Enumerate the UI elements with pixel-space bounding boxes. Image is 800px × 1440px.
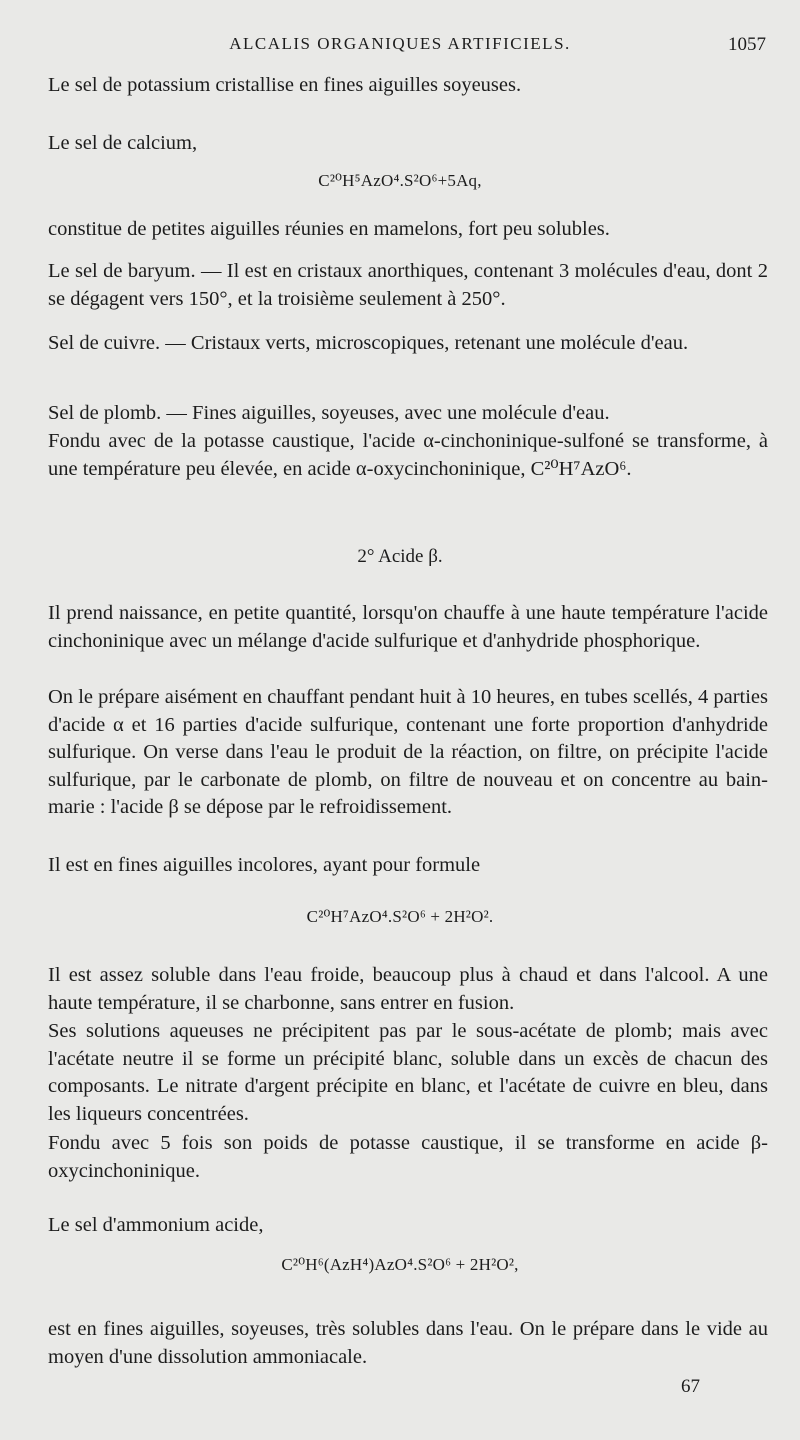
running-title: ALCALIS ORGANIQUES ARTIFICIELS. xyxy=(229,34,571,53)
formula-beta: C²⁰H⁷AzO⁴.S²O⁶ + 2H²O². xyxy=(306,907,494,926)
paragraph-soluble: Il est assez soluble dans l'eau froide, beaucoup plus à chaud et dans l'alcool. A une haute température, il se charbonne, sans entrer en fusion. xyxy=(48,964,768,1014)
paragraph-prepare: On le prépare aisément en chauffant pendant huit à 10 heures, en tubes scellés, 4 parties d'acide α et 16 parties d'acide sulfurique, contenant une forte proportion d'anhydride sulfurique. On verse dans l'eau le produit de la réaction, on filtre, on précipite l'acide sulfurique, par le carbonate de plomb, on filtre de nouveau et on concentre au bain-marie : l'acide β se dépose par le refroidissement. xyxy=(48,686,768,818)
paragraph-plomb: Sel de plomb. — Fines aiguilles, soyeuses, avec une molécule d'eau. xyxy=(48,402,610,424)
page-number: 67 xyxy=(681,1376,700,1397)
paragraph-ammonium-intro: Le sel d'ammonium acide, xyxy=(48,1214,264,1236)
paragraph-calcium-intro: Le sel de calcium, xyxy=(48,132,198,154)
paragraph-fondu-beta: Fondu avec 5 fois son poids de potasse caustique, il se transforme en acide β-oxycinchoninique. xyxy=(48,1132,768,1182)
paragraph-naissance: Il prend naissance, en petite quantité, lorsqu'on chauffe à une haute température l'acide cinchoninique avec un mélange d'acide sulfurique et d'anhydride phosphorique. xyxy=(48,602,768,652)
folio-number: 1057 xyxy=(728,34,766,55)
paragraph-cuivre: Sel de cuivre. — Cristaux verts, microscopiques, retenant une molécule d'eau. xyxy=(48,332,689,354)
paragraph-potassium: Le sel de potassium cristallise en fines aiguilles soyeuses. xyxy=(48,74,522,96)
formula-calcium: C²⁰H⁵AzO⁴.S²O⁶+5Aq, xyxy=(318,171,482,190)
paragraph-solutions: Ses solutions aqueuses ne précipitent pas par le sous-acétate de plomb; mais avec l'acétate neutre il se forme un précipité blanc, soluble dans un excès de chacun des composants. Le nitrate d'argent précipite en blanc, et l'acétate de cuivre en bleu, dans les liqueurs concentrées. xyxy=(48,1020,768,1125)
paragraph-fondu: Fondu avec de la potasse caustique, l'acide α-cinchoninique-sulfoné se transforme, à une température peu élevée, en acide α-oxycinchoninique, C²⁰H⁷AzO⁶. xyxy=(48,430,768,480)
formula-ammonium: C²⁰H⁶(AzH⁴)AzO⁴.S²O⁶ + 2H²O², xyxy=(281,1255,519,1274)
paragraph-ammonium-desc: est en fines aiguilles, soyeuses, très solubles dans l'eau. On le prépare dans le vide au moyen d'une dissolution ammoniacale. xyxy=(48,1318,768,1368)
paragraph-calcium-desc: constitue de petites aiguilles réunies en mamelons, fort peu solubles. xyxy=(48,218,610,240)
section-heading: 2° Acide β. xyxy=(357,546,443,567)
page-header xyxy=(0,34,800,64)
paragraph-fines: Il est en fines aiguilles incolores, ayant pour formule xyxy=(48,854,481,876)
paragraph-baryum: Le sel de baryum. — Il est en cristaux anorthiques, contenant 3 molécules d'eau, dont 2 se dégagent vers 150°, et la troisième seulement à 250°. xyxy=(48,260,768,310)
